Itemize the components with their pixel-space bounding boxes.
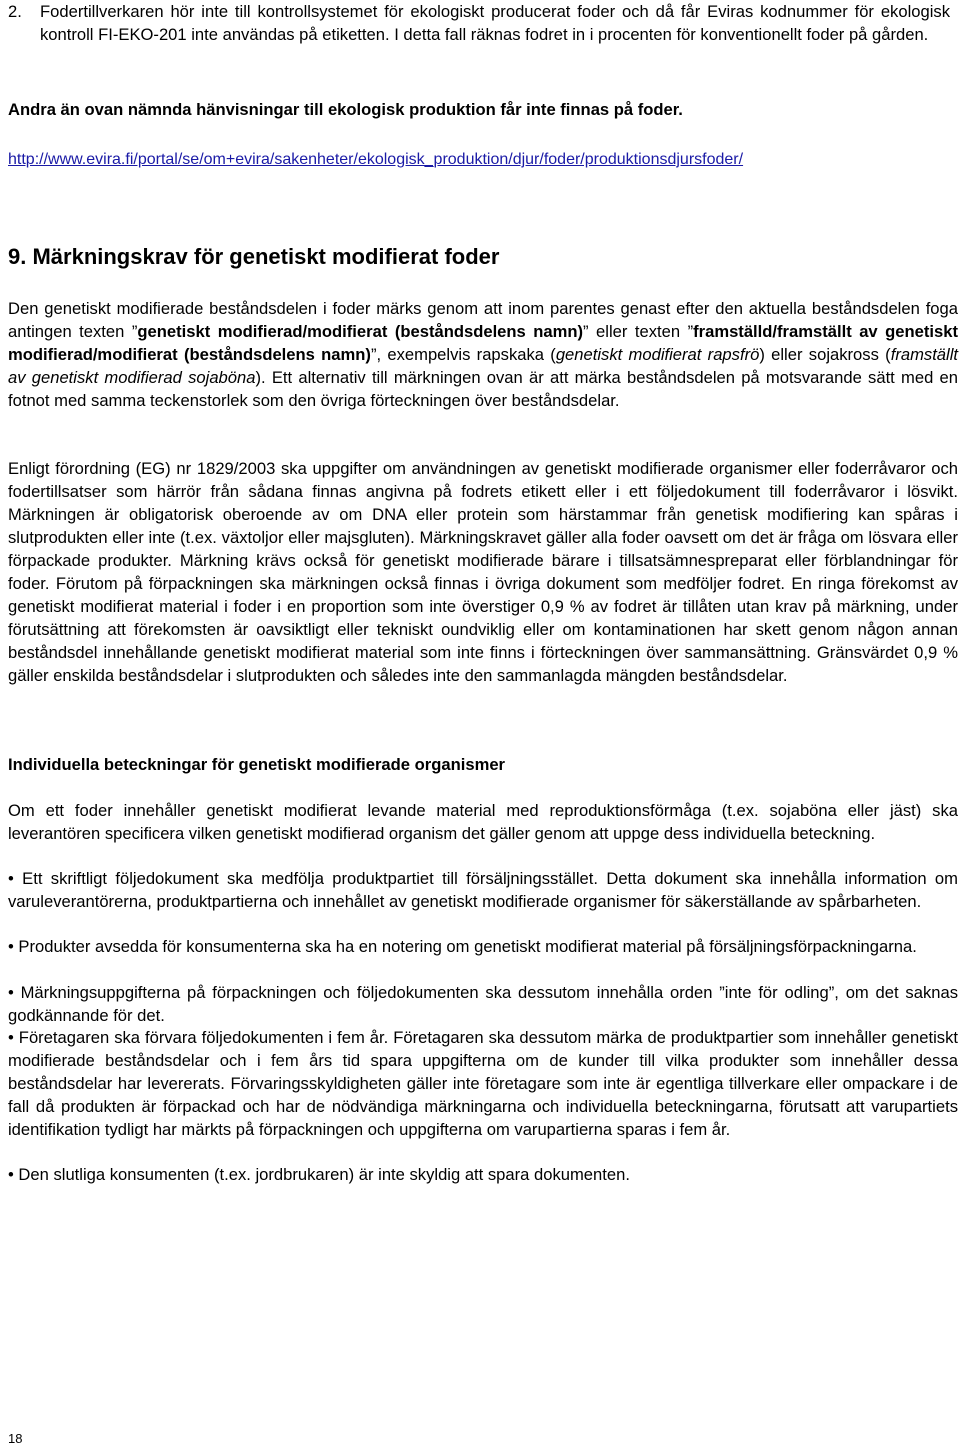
para1-bold-2: framställd/framställt av genetiskt modifierad/modifierat (beståndsdelens namn) bbox=[8, 322, 958, 364]
para1-text-1: Den genetiskt modifierade beståndsdelen i foder märks genom att inom parentes genast efter den aktuella beståndsdelen foga antingen texten ” bbox=[8, 299, 958, 341]
individual-identifier-paragraph: Om ett foder innehåller genetiskt modifierat levande material med reproduktionsförmåga (t.ex. sojaböna eller jäst) ska leverantören specificera vilken genetiskt modifierad organism det gäller genom att uppge dess individuella beteckning. bbox=[8, 801, 958, 843]
bullet-item: • Ett skriftligt följedokument ska medfölja produktpartiet till försäljningsstället. Detta dokument ska innehålla information om varuleverantörerna, produktpartierna och innehållet av genetiskt modifierade organismer för säkerställande av spårbarheten. bbox=[8, 869, 958, 911]
list-item-number: 2. bbox=[8, 2, 22, 21]
section-heading: 9. Märkningskrav för genetiskt modifierat foder bbox=[8, 244, 500, 269]
page-number: 18 bbox=[8, 1431, 23, 1446]
bullet-item: • Företagaren ska förvara följedokumenten i fem år. Företagaren ska dessutom märka de produktpartier som innehåller genetiskt modifierade beståndsdelar och i fem års tid spara uppgifterna om de kunder till vilka produkter som innehåller dessa beståndsdelar har levererats. Förvaringsskyldigheten gäller inte företagare som inte är egentliga tillverkare eller ompackare i de fall då produkten är förpackad och har de nödvändiga märkningarna och individuella beteckningarna, förutsatt att varupartiets identifikation tydligt har märkts på förpackningen och uppgifterna om varupartierna sparas i fem år. bbox=[8, 1028, 958, 1139]
para1-bold-1: genetiskt modifierad/modifierat (beståndsdelens namn) bbox=[137, 322, 584, 341]
ecological-reference-note: Andra än ovan nämnda hänvisningar till ekologisk produktion får inte finnas på foder. bbox=[8, 100, 683, 119]
para1-text-5: ). Ett alternativ till märkningen ovan är att märka beståndsdelen på motsvarande sätt med en fotnot med samma teckenstorlek som den övriga förteckningen över beståndsdelar. bbox=[8, 368, 958, 410]
para1-italic-2: framställt av genetiskt modifierad sojaböna bbox=[8, 345, 959, 387]
para1-text-2: ” eller texten ” bbox=[583, 322, 694, 341]
evira-link[interactable]: http://www.evira.fi/portal/se/om+evira/sakenheter/ekologisk_produktion/djur/foder/produktionsdjursfoder/ bbox=[8, 151, 744, 168]
regulation-paragraph: Enligt förordning (EG) nr 1829/2003 ska uppgifter om användningen av genetiskt modifierade organismer eller foderråvaror och fodertillsatser som härrör från sådana finnas angivna på fodrets etikett eller i ett följedokument till foderråvaror i lösvikt. Märkningen är obligatorisk oberoende av om DNA eller protein som härstammar från genetisk modifiering kan spåras i slutprodukten eller inte (t.ex. växtoljor eller majsgluten). Märkningskravet gäller alla foder oavsett om det är fråga om lösvara eller förpackade produkter. Märkning krävs också för genetiskt modifierade bärare i tillsatsämnespreparat eller förblandningar för foder. Förutom på förpackningen ska märkningen också finnas i övriga dokument som medföljer fodret. En ringa förekomst av genetiskt modifierat material i foder i en proportion som inte överstiger 0,9 % av fodret är tillåten utan krav på märkning, under förutsättning att förekomsten är oavsiktligt eller tekniskt oundviklig eller om kontaminationen har skett genom någon annan beståndsdel innehållande genetiskt modifierat material som inte finns i förteckningen över sammansättning. Gränsvärdet 0,9 % gäller enskilda beståndsdelar i slutprodukten och således inte den sammanlagda mängden beståndsdelar. bbox=[8, 459, 958, 685]
list-item-text: Fodertillverkaren hör inte till kontrollsystemet för ekologiskt producerat foder och då får Eviras kodnummer för ekologisk kontroll FI-EKO-201 inte användas på etiketten. I detta fall räknas fodret in i procenten för konventionellt foder på gården. bbox=[40, 2, 950, 44]
para1-text-3: ”, exempelvis rapskaka ( bbox=[370, 345, 556, 364]
subheading: Individuella beteckningar för genetiskt modifierade organismer bbox=[8, 755, 506, 774]
list-item-2 bbox=[8, 0, 958, 70]
gm-labeling-paragraph bbox=[8, 297, 958, 412]
bullet-item: • Den slutliga konsumenten (t.ex. jordbrukaren) är inte skyldig att spara dokumenten. bbox=[8, 1165, 630, 1184]
evira-link-paragraph bbox=[8, 148, 958, 171]
bullet-item: • Märkningsuppgifterna på förpackningen och följedokumenten ska dessutom innehålla orden ”inte för odling”, om det saknas godkännande för det. bbox=[8, 983, 958, 1025]
para1-text-4: ) eller sojakross ( bbox=[759, 345, 891, 364]
para1-italic-1: genetiskt modifierat rapsfrö bbox=[555, 345, 760, 364]
bullet-item: • Produkter avsedda för konsumenterna ska ha en notering om genetiskt modifierat material på försäljningsförpackningarna. bbox=[8, 937, 917, 956]
